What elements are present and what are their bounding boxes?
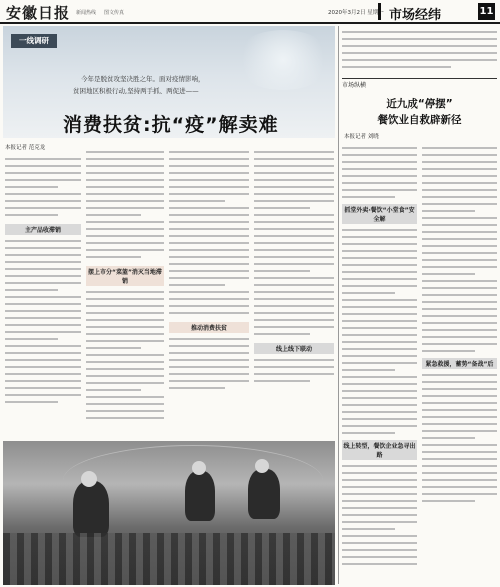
page-number: 11	[478, 3, 495, 20]
section-head-1: 主产品收滞销	[5, 224, 81, 235]
fax-label: 图文传真	[104, 10, 125, 16]
banner-background	[233, 30, 333, 90]
lead-article-banner	[3, 26, 335, 138]
crop-rows	[3, 533, 335, 585]
lead-headline: 消费扶贫:抗“疫”解卖难	[63, 114, 279, 136]
right-headline-line1: 近九成“停摆”	[386, 98, 453, 110]
text-column-3	[169, 146, 249, 436]
section-head-4: 线上线下联动	[254, 343, 334, 354]
right-section-head-3: 紧急救援，蓄势“备战”后	[422, 358, 497, 369]
right-text-column-1	[342, 142, 417, 584]
right-section-head-2: 线上转型，餐饮企业急寻出路	[342, 440, 417, 460]
hotline-label: 新闻热线	[76, 10, 97, 16]
right-headline-line2: 餐饮业自救辟新径	[377, 114, 462, 126]
farm-photo	[3, 441, 335, 585]
lead-byline: 本报记者 范克龙	[5, 145, 46, 151]
issue-date: 2020年3月2日 星期一	[328, 10, 384, 16]
text-column-1	[5, 153, 81, 435]
column-tag: 一线调研	[11, 34, 57, 48]
right-text-column-2	[422, 142, 497, 584]
text-column-2	[86, 146, 164, 436]
right-byline: 本报记者 刘晓	[344, 134, 379, 140]
lead-subtitle-line1: 今年是脱贫攻坚决胜之年。面对疫情影响，	[81, 75, 205, 83]
lead-subtitle-line2: 贫困地区积极行动,坚持两手抓、两促进——	[73, 87, 199, 95]
section-head-3: 推动消费扶贫	[169, 322, 249, 333]
newspaper-logo: 安徽日报	[6, 4, 71, 22]
section-head-2: 摆上市分“菜篮”消灭当地滞销	[86, 266, 164, 286]
section-title: 市场经纬	[389, 8, 442, 23]
text-column-4	[254, 146, 334, 436]
right-top-text	[342, 26, 497, 76]
column-divider	[338, 26, 339, 584]
right-column-tag: 市场纵横	[342, 82, 367, 89]
right-section-head-1: 抓堂外卖·餐饮“小堂食”安全解	[342, 204, 417, 224]
section-header	[378, 3, 495, 23]
right-rule	[342, 78, 497, 79]
masthead	[0, 0, 500, 24]
